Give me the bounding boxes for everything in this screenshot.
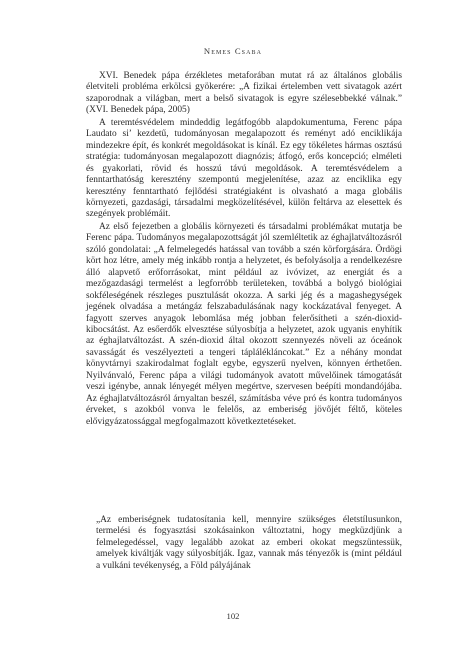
body-text <box>86 71 402 428</box>
paragraph-benedek-quote: XVI. Benedek pápa érzékletes metaforában mutat rá az általános globális életviteli probléma erkölcsi gyökerére: „A fizikai értelemben vett sivatagok azért szaporodnak a világban, mert a belső sivatagok is egyre szélesebbekké válnak.” (XVI. Benedek pápa, 2005) <box>86 71 402 116</box>
running-header: Nemes Csaba <box>203 46 263 56</box>
paragraph-climate-change: Az első fejezetben a globális környezeti és társadalmi problémákat mutatja be Ferenc pápa. Tudományos megalapozottságát jól szemléltetik az éghajlatváltozásról szóló gondolatai: „A felmelegedés hatással van tovább a szén körforgására. Ördögi kört hoz létre, amely még inkább rontja a helyzetet, és befolyásolja a rendelkezésre álló alapvető erőforrásokat, mint például az ivóvizet, az energiát és a mezőgazdasági termelést a legforróbb területeken, továbbá a bolygó biológiai sokféleségének részleges pusztulását okozza. A sarki jég és a magashegységek jegének olvadása a metángáz felszabadulásának nagy kockázatával fenyeget. A fagyott szerves anyagok lebomlása még jobban felerősítheti a szén-dioxid-kibocsátást. Az esőerdők elvesztése súlyosbítja a helyzetet, azok ugyanis enyhítik az éghajlatváltozást. A szén-dioxid által okozott szennyezés növeli az óceánok savasságát és veszélyezteti a tengeri táplálékláncokat.” Ez a néhány mondat könyvtárnyi szakirodalmat foglalt egybe, egyszerű nyelven, könnyen érthetően. Nyilvánvaló, Ferenc pápa a világi tudományok avatott művelőinek támogatását veszi igénybe, annak lényegét mélyen megértve, szervesen beépíti mondandójába. Az éghajlatváltozásról árnyaltan beszél, számításba véve pró és kontra tudományos érveket, s azokból vonva le felelős, az emberiség jövőjét féltő, köteles elővigyázatossággal megfogalmazott következtetéseket. <box>86 221 402 427</box>
paragraph-laudato-si: A teremtésvédelem mindeddig legátfogóbb alapdokumentuma, Ferenc pápa Laudato si’ kezdetű, tudományosan megalapozott és reményt adó enciklikája mindezekre épít, és konkrét megoldásokat is kínál. Ez egy tökéletes hármas osztású stratégia: tudományosan megalapozott diagnózis; átfogó, erős koncepció; elméleti és gyakorlati, rövid és hosszú távú megoldások. A teremtésvédelem a fenntarthatóság keresztény szempontú megjelenítése, azaz az enciklika egy keresztény fenntartható fejlődési stratégiaként is olvasható a maga globális környezeti, gazdasági, társadalmi megközelítésével, külön feltárva az elesettek és szegények problémáit. <box>86 117 402 220</box>
block-quote <box>86 515 402 572</box>
page-number: 102 <box>226 611 240 621</box>
block-quote-text: „Az emberiségnek tudatosítania kell, mennyire szükséges életstílusunkon, termelési és fogyasztási szokásainkon változtatni, hogy megküzdjünk a felmelegedéssel, vagy legalább azokat az emberi okokat megszüntessük, amelyek kiváltják vagy súlyosbítják. Igaz, vannak más tényezők is (mint például a vulkáni tevékenység, a Föld pályájának <box>96 515 402 571</box>
